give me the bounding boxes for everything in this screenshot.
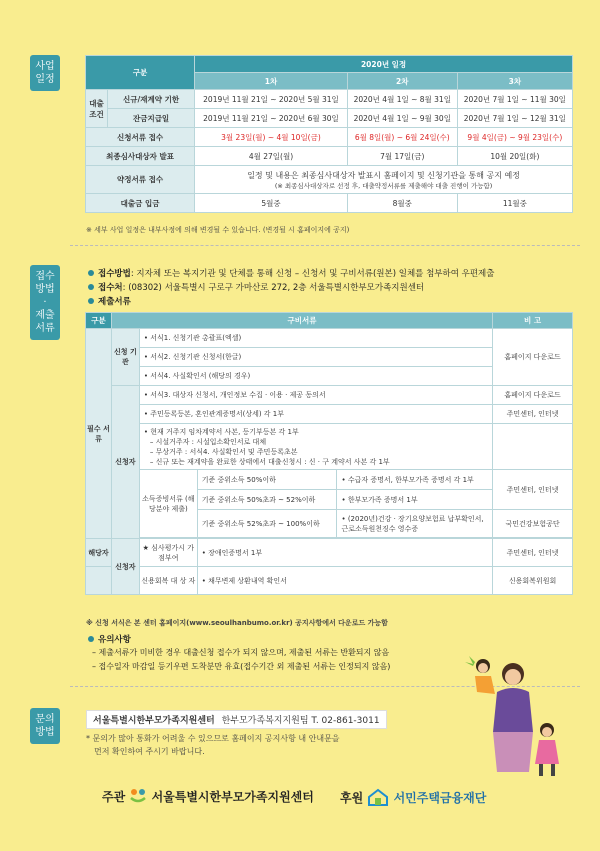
sponsor-name: 서민주택금융재단	[393, 791, 487, 805]
doc-note: 홈페이지 다운로드	[493, 386, 573, 405]
round-1: 1차	[195, 73, 348, 90]
caution-line: – 접수일자 마감일 등기우편 도착분만 유효(접수기간 외 제출된 서류는 인정되지 않음)	[92, 662, 391, 671]
bullet-dot	[88, 284, 94, 290]
cell: 2019년 11월 21일 ~ 2020년 5월 31일	[195, 90, 348, 109]
tab-text: 방법	[35, 727, 55, 738]
doc-item: • 채무변제 상환내역 확인서	[197, 567, 492, 595]
tab-text: 사업	[35, 61, 55, 72]
sponsor-logo-icon	[367, 788, 389, 809]
lease-line: – 무상거주 : 서식4. 사실확인서 및 주민등록초본	[149, 447, 298, 456]
address-body: : (08302) 서울특별시 구로구 가마산로 272, 2층 서울특별시한부모가족지원센터	[122, 283, 425, 293]
tab-text: 문의	[35, 714, 55, 725]
divider	[70, 245, 580, 246]
host-label: 주관	[102, 790, 126, 804]
doc-item: • 주민등록등본, 혼인관계증명서(상세) 각 1부	[139, 405, 492, 424]
contact-note2: 먼저 확인하여 주시기 바랍니다.	[94, 747, 205, 756]
apply-label: 신청서류 접수	[86, 128, 195, 147]
applicable-label-cont	[86, 567, 112, 595]
cell: 2020년 4월 1일 ~ 9월 30일	[347, 109, 457, 128]
row-label: 잔금지급일	[108, 109, 195, 128]
income-std: 기준 중위소득 50%이하	[197, 470, 337, 490]
doc-note: 국민건강보험공단	[493, 510, 573, 538]
address-line	[88, 281, 424, 293]
credit-label: 신용회복 대 상 자	[139, 567, 197, 595]
doc-item-lease	[139, 424, 492, 470]
host-name: 서울특별시한부모가족지원센터	[151, 790, 314, 804]
final-cell: 4월 27일(월)	[195, 147, 348, 166]
tab-text: 제출	[35, 310, 55, 321]
cell: 2020년 4월 1일 ~ 8월 31일	[347, 90, 457, 109]
income-doc: • (2020년)건강 · 장기요양보험료 납부확인서, 근로소득원천징수 영수증	[337, 510, 493, 538]
sponsor-label: 후원	[340, 791, 364, 805]
footer-sponsor	[340, 788, 486, 809]
h-note: 비 고	[493, 313, 573, 329]
contact-detail: 한부모가족복지지원팀 T. 02-861-3011	[221, 716, 380, 726]
doc-note: 주민센터, 인터넷	[493, 539, 573, 567]
tab-text: 서류	[35, 323, 55, 334]
contract-line1: 일정 및 내용은 최종심사대상자 발표시 홈페이지 및 신청기관을 통해 공지 예정	[247, 170, 520, 180]
contact-tab	[30, 708, 60, 744]
lease-line: – 신규 또는 재계약을 완료한 상태에서 대출신청시 : 신 · 구 계약서 사본 각 1부	[149, 457, 390, 466]
docs-line	[88, 295, 131, 307]
disability-label: ★ 심사평가시 가점부여	[139, 539, 197, 567]
final-cell: 10월 20일(화)	[457, 147, 572, 166]
tab-text: 방법	[35, 284, 55, 295]
loan-cond-label: 대출 조건	[86, 90, 108, 128]
doc-item: • 서식1. 신청기관 총괄표(엑셀)	[139, 329, 492, 348]
tab-text: 일정	[35, 74, 55, 85]
income-doc: • 한부모가족 증명서 1부	[337, 490, 493, 510]
doc-note: 주민센터, 인터넷	[493, 470, 573, 510]
cell: 2020년 7월 1일 ~ 11월 30일	[457, 90, 572, 109]
doc-note: 홈페이지 다운로드	[493, 329, 573, 386]
method-body: : 지자체 또는 복지기관 및 단체를 통해 신청 – 신청서 및 구비서류(원본) 일체를 첨부하여 우편제출	[130, 269, 495, 279]
bullet-dot	[88, 298, 94, 304]
address-head: 접수처	[98, 283, 123, 293]
bullet-dot	[88, 270, 94, 276]
contact-note1: * 문의가 많아 통화가 어려울 수 있으므로 홈페이지 공지사항 내 안내문을	[86, 734, 340, 743]
caution-title	[88, 633, 131, 645]
host-logo-icon	[129, 788, 147, 807]
bullet-dot	[88, 636, 94, 642]
schedule-note: ※ 세부 사업 일정은 내부사정에 의해 변경될 수 있습니다. (변경될 시 홈페이지에 공지)	[86, 226, 350, 234]
applicable-label: 해당자	[86, 539, 112, 567]
deposit-cell: 8월중	[347, 194, 457, 213]
doc-item: • 서식2. 신청기관 신청서(한글)	[139, 348, 492, 367]
lease-line: – 시설거주자 : 시설입소확인서로 대체	[149, 437, 267, 446]
cell: 2019년 11월 21일 ~ 2020년 6월 30일	[195, 109, 348, 128]
applicant-org-label: 신청 기관	[111, 329, 139, 386]
header-year: 2020년 일정	[195, 56, 573, 73]
doc-note: 신용회복위원회	[493, 567, 573, 595]
contact-box	[86, 710, 387, 729]
family-illustration	[455, 652, 565, 780]
h-group: 구분	[86, 313, 112, 329]
deposit-cell: 5월중	[195, 194, 348, 213]
contact-org: 서울특별시한부모가족지원센터	[93, 716, 215, 726]
applicant-label: 신청자	[111, 386, 139, 539]
deposit-label: 대출금 입금	[86, 194, 195, 213]
submission-tab	[30, 265, 60, 340]
deposit-cell: 11월중	[457, 194, 572, 213]
docs-note: ※ 신청 서식은 본 센터 홈페이지(www.seoulhanbumo.or.kr) 공지사항에서 다운로드 가능함	[86, 619, 388, 627]
row-label: 신규/재계약 기한	[108, 90, 195, 109]
contract-line2: (※ 최종심사대상자로 선정 후, 대출약정서류를 제출해야 대출 진행이 가능함)	[274, 181, 493, 190]
doc-item: • 서식4. 사실확인서 (해당의 경우)	[139, 367, 492, 386]
schedule-table	[85, 55, 573, 213]
documents-table	[85, 312, 573, 595]
round-2: 2차	[347, 73, 457, 90]
tab-text: 접수	[35, 271, 55, 282]
lease-line: • 현재 거주지 임차계약서 사본, 등기부등본 각 1부	[143, 427, 299, 436]
income-label: 소득증빙서류 (해당분야 제출)	[139, 470, 197, 538]
apply-cell: 3월 23일(월) ~ 4월 10일(금)	[195, 128, 348, 147]
income-std: 기준 중위소득 52%초과 ~ 100%이하	[197, 510, 337, 538]
doc-note: 주민센터, 인터넷	[493, 405, 573, 424]
contract-cell	[195, 166, 573, 194]
caution-head: 유의사항	[98, 635, 131, 645]
apply-cell: 9월 4일(금) ~ 9월 23일(수)	[457, 128, 572, 147]
doc-note	[493, 424, 573, 470]
required-label: 필수 서류	[86, 329, 112, 539]
contract-label: 약정서류 접수	[86, 166, 195, 194]
final-cell: 7월 17일(금)	[347, 147, 457, 166]
header-group: 구분	[86, 56, 195, 90]
schedule-tab	[30, 55, 60, 91]
method-head: 접수방법	[98, 269, 131, 279]
applicant-label: 신청자	[111, 539, 139, 595]
cell: 2020년 7월 1일 ~ 12월 31일	[457, 109, 572, 128]
h-docs: 구비서류	[111, 313, 492, 329]
method-line	[88, 267, 494, 279]
footer-host	[102, 788, 314, 807]
doc-item: • 서식3. 대상자 신청서, 개인정보 수집 · 이용 · 제공 동의서	[139, 386, 492, 405]
income-std: 기준 중위소득 50%초과 ~ 52%이하	[197, 490, 337, 510]
docs-head: 제출서류	[98, 297, 131, 307]
final-label: 최종심사대상자 발표	[86, 147, 195, 166]
caution-line: – 제출서류가 미비한 경우 대출신청 접수가 되지 않으며, 제출된 서류는 반환되지 않음	[92, 648, 390, 657]
income-doc: • 수급자 증명서, 한부모가족 증명서 각 1부	[337, 470, 493, 490]
tab-text: ·	[43, 297, 47, 308]
doc-item: • 장애인증명서 1부	[197, 539, 492, 567]
apply-cell: 6월 8일(월) ~ 6월 24일(수)	[347, 128, 457, 147]
round-3: 3차	[457, 73, 572, 90]
